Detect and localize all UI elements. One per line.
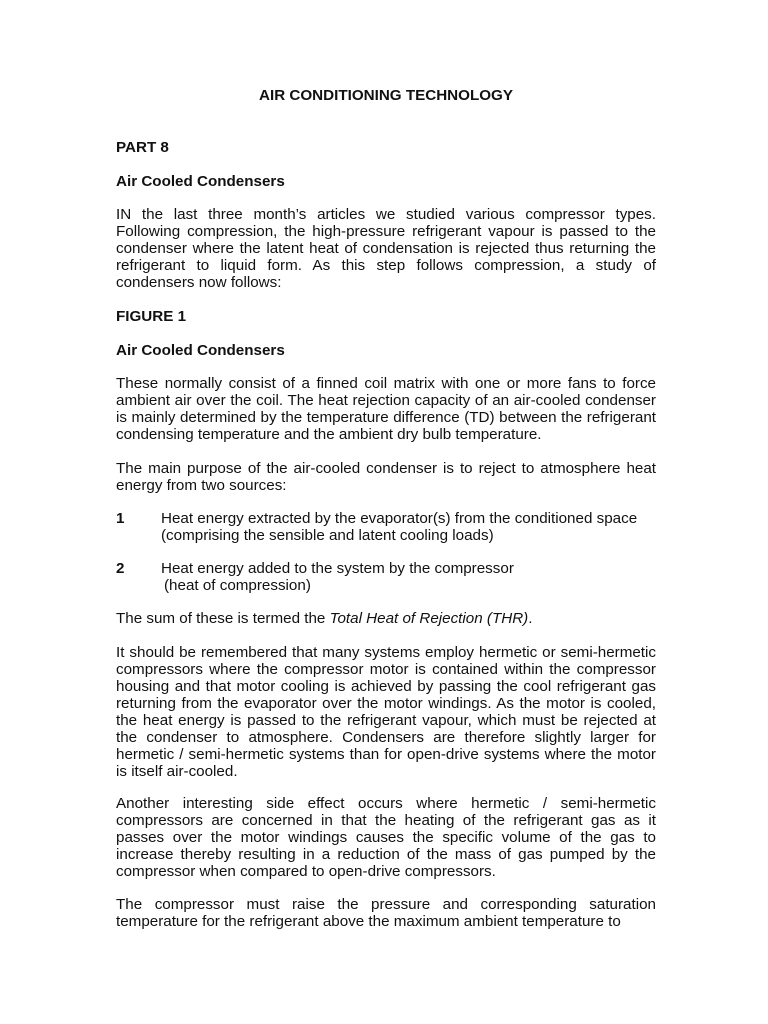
list-item-1-line-2: (comprising the sensible and latent cooling loads) — [161, 527, 494, 544]
paragraph-side-effect: Another interesting side effect occurs where hermetic / semi-hermetic compressors are concerned in that the heating of the refrigerant gas as it passes over the motor windings causes the specific volume of the gas to increase thereby resulting in a reduction of the mass of gas pumped by the compressor when compared to open-drive compressors. — [116, 795, 656, 880]
paragraph-description: These normally consist of a finned coil matrix with one or more fans to force ambient air over the coil. The heat rejection capacity of an air-cooled condenser is mainly determined by the temperature difference (TD) between the refrigerant condensing temperature and the ambient dry bulb temperature. — [116, 375, 656, 443]
intro-paragraph: IN the last three month’s articles we studied various compressor types. Following compression, the high-pressure refrigerant vapour is passed to the condenser where the latent heat of condensation is rejected thus returning the refrigerant to liquid form. As this step follows compression, a study of condensers now follows: — [116, 206, 656, 291]
paragraph-main-purpose: The main purpose of the air-cooled condenser is to reject to atmosphere heat energy from two sources: — [116, 460, 656, 494]
paragraph-compressor: The compressor must raise the pressure and corresponding saturation temperature for the refrigerant above the maximum ambient temperature to — [116, 896, 656, 930]
section-heading-air-cooled-condensers-2: Air Cooled Condensers — [116, 342, 285, 359]
list-item-1 — [161, 510, 661, 544]
list-item-1-line-1: Heat energy extracted by the evaporator(s) from the conditioned space — [161, 510, 638, 527]
paragraph-thr — [116, 610, 656, 627]
document-title: AIR CONDITIONING TECHNOLOGY — [259, 87, 513, 104]
figure-label: FIGURE 1 — [116, 308, 187, 325]
list-item-number-2: 2 — [116, 560, 125, 577]
thr-prefix: The sum of these is termed the — [116, 610, 330, 627]
list-item-2-line-2: (heat of compression) — [164, 577, 311, 594]
thr-term: Total Heat of Rejection (THR) — [329, 610, 529, 627]
paragraph-hermetic: It should be remembered that many systems employ hermetic or semi-hermetic compressors where the compressor motor is contained within the compressor housing and that motor cooling is achieved by passing the cool refrigerant gas returning from the evaporator over the motor windings. As the motor is cooled, the heat energy is passed to the refrigerant vapour, which must be rejected at the condenser to atmosphere. Condensers are therefore slightly larger for hermetic / semi-hermetic systems than for open-drive systems where the motor is itself air-cooled. — [116, 644, 656, 780]
list-item-number-1: 1 — [116, 510, 125, 527]
thr-suffix: . — [528, 610, 533, 627]
section-heading-air-cooled-condensers: Air Cooled Condensers — [116, 173, 285, 190]
list-item-2 — [161, 560, 661, 594]
part-heading: PART 8 — [116, 139, 169, 156]
list-item-2-line-1: Heat energy added to the system by the compressor — [161, 560, 514, 577]
